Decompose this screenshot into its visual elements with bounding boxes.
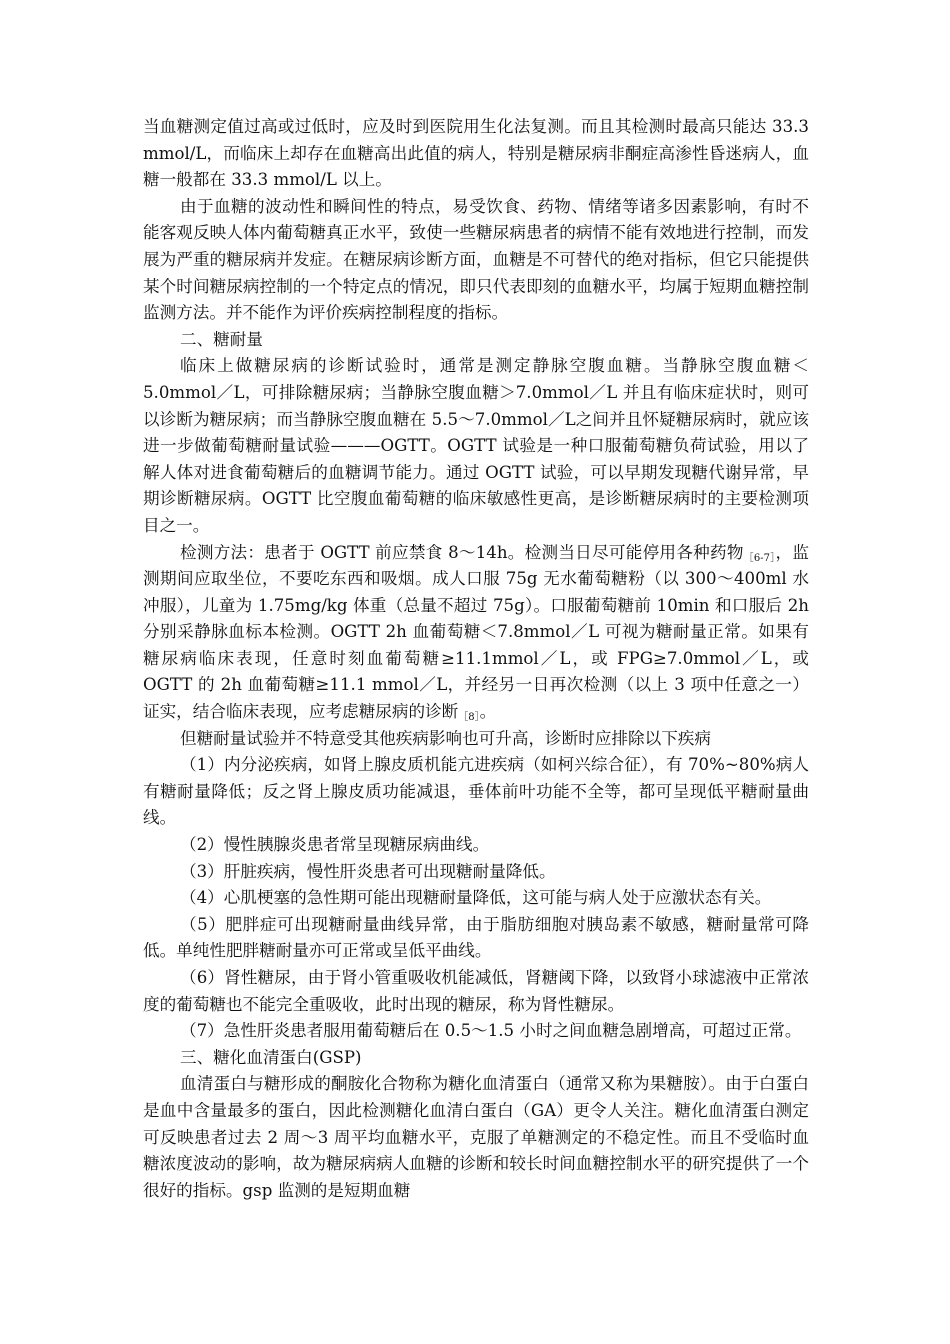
list-item-pancreatitis: （2）慢性胰腺炎患者常呈现糖尿病曲线。 [180,835,490,855]
test-method-text-end: 。 [479,702,497,722]
citation-ref-6-7: ［6-7］ [743,552,776,564]
list-item-obesity: （5）肥胖症可出现糖耐量曲线异常，由于脂肪细胞对胰岛素不敏感，糖耐量常可降低。单纯性肥胖糖耐量亦可正常或呈低平曲线。 [143,914,809,961]
list-item-endocrine: （1）内分泌疾病，如肾上腺皮质机能亢进疾病（如柯兴综合征），有 70%~80%病人有糖耐量降低；反之肾上腺皮质功能减退，垂体前叶功能不全等，都可呈现低平糖耐量曲线。 [143,755,809,828]
test-method-text-middle: ，监测期间应取坐位，不要吃东西和吸烟。成人口服 75g 无水葡萄糖粉（以 300～400ml 水冲服），儿童为 1.75mg/kg 体重（总量不超过 75g）。口服葡萄糖前 10min 和口服后 2h 分别采静脉血标本检测。OGTT 2h 血葡萄糖＜7.8mmol／L 可视为糖耐量正常。如果有糖尿病临床表现，任意时刻血葡萄糖≥11.1mmol／L，或 FPG≥7.0mmol／L，或 OGTT 的 2h 血葡萄糖≥11.1 mmol／L，并经另一日再次检测（以上 3 项中任意之一）证实，结合临床表现，应考虑糖尿病的诊断 [143,542,809,722]
paragraph-blood-glucose-limits: 由于血糖的波动性和瞬间性的特点，易受饮食、药物、情绪等诸多因素影响，有时不能客观反映人体内葡萄糖真正水平，致使一些糖尿病患者的病情不能有效地进行控制，而发展为严重的糖尿病并发症。在糖尿病诊断方面，血糖是不可替代的绝对指标，但它只能提供某个时间糖尿病控制的一个特定点的情况，即只代表即刻的血糖水平，均属于短期血糖控制监测方法。并不能作为评价疾病控制程度的指标。 [143,196,809,323]
paragraph-exclusion-intro: 但糖耐量试验并不特意受其他疾病影响也可升高，诊断时应排除以下疾病 [180,728,711,748]
paragraph-gsp-description: 血清蛋白与糖形成的酮胺化合物称为糖化血清蛋白（通常又称为果糖胺）。由于白蛋白是血中含量最多的蛋白，因此检测糖化血清白蛋白（GA）更令人关注。糖化血清蛋白测定可反映患者过去 2 周～3 周平均血糖水平，克服了单糖测定的不稳定性。而且不受临时血糖浓度波动的影响，故为糖尿病病人血糖的诊断和较长时间血糖控制水平的研究提供了一个很好的指标。gsp 监测的是短期血糖 [143,1074,809,1200]
document-body [143,114,809,1204]
list-item-acute-hepatitis: （7）急性肝炎患者服用葡萄糖后在 0.5～1.5 小时之间血糖急剧增高，可超过正常。 [180,1021,802,1041]
list-item-myocardial: （4）心肌梗塞的急性期可能出现糖耐量降低，这可能与病人处于应激状态有关。 [180,888,772,908]
paragraph-continuation: 当血糖测定值过高或过低时，应及时到医院用生化法复测。而且其检测时最高只能达 33.3 mmol/L，而临床上却存在血糖高出此值的病人，特别是糖尿病非酮症高渗性昏迷病人，血糖一般都在 33.3 mmol/L 以上。 [143,117,809,190]
citation-ref-8: ［8］ [458,712,480,724]
paragraph-test-method [143,540,809,726]
test-method-text-start: 检测方法：患者于 OGTT 前应禁食 8～14h。检测当日尽可能停用各种药物 [180,542,744,562]
section-heading-glucose-tolerance: 二、糖耐量 [180,329,263,349]
list-item-liver: （3）肝脏疾病，慢性肝炎患者可出现糖耐量降低。 [180,861,556,881]
section-heading-gsp: 三、糖化血清蛋白(GSP) [180,1047,362,1067]
list-item-renal-glycosuria: （6）肾性糖尿，由于肾小管重吸收机能减低，肾糖阈下降，以致肾小球滤液中正常浓度的葡萄糖也不能完全重吸收，此时出现的糖尿，称为肾性糖尿。 [143,968,809,1014]
paragraph-ogtt-intro: 临床上做糖尿病的诊断试验时，通常是测定静脉空腹血糖。当静脉空腹血糖＜5.0mmol／L，可排除糖尿病；当静脉空腹血糖＞7.0mmol／L 并且有临床症状时，则可以诊断为糖尿病；而当静脉空腹血糖在 5.5～7.0mmol／L之间并且怀疑糖尿病时，就应该进一步做葡萄糖耐量试验———OGTT。OGTT 试验是一种口服葡萄糖负荷试验，用以了解人体对进食葡萄糖后的血糖调节能力。通过 OGTT 试验，可以早期发现糖代谢异常，早期诊断糖尿病。OGTT 比空腹血葡萄糖的临床敏感性更高，是诊断糖尿病时的主要检测项目之一。 [143,356,809,535]
